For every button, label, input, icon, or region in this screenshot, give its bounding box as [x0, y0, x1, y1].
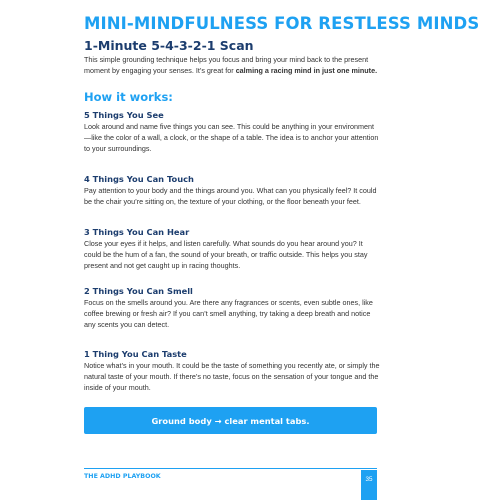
section-heading-touch: 4 Things You Can Touch [84, 174, 194, 184]
intro-emphasis: calming a racing mind in just one minute. [235, 66, 378, 75]
section-text-touch: Pay attention to your body and the things around you. What can you physically feel? It could be the chair you’re sitting on, the texture of your clothing, or the floor beneath your feet. [84, 186, 377, 207]
section-heading-smell: 2 Things You Can Smell [84, 286, 193, 296]
intro-text: This simple grounding technique helps you focus and bring your mind back to the present moment by engaging your senses. It’s great for [84, 55, 369, 75]
section-heading-see: 5 Things You See [84, 110, 164, 120]
section-heading-hear: 3 Things You Can Hear [84, 227, 190, 237]
section-text-hear: Close your eyes if it helps, and listen carefully. What sounds do you hear around you? It could be the hum of a fan, the sound of your breath, or traffic outside. This helps you stay present and not get caught up in racing thoughts. [84, 239, 368, 271]
page-number: 35 [361, 470, 377, 500]
section-text-smell: Focus on the smells around you. Are there any fragrances or scents, even subtle ones, like coffee brewing or fresh air? If you can’t smell anything, try taking a deep breath and notice any scents you can detect. [84, 298, 373, 330]
how-it-works-heading: How it works: [84, 90, 173, 104]
page-subtitle: 1-Minute 5-4-3-2-1 Scan [84, 38, 254, 53]
footer-book-title: THE ADHD PLAYBOOK [84, 473, 161, 480]
callout-banner [84, 407, 377, 434]
section-text-taste: Notice what’s in your mouth. It could be the taste of something you recently ate, or simply the natural taste of your mouth. If there’s no taste, focus on the sensation of your tongue and the inside of your mouth. [84, 361, 380, 393]
section-text-see: Look around and name five things you can see. This could be anything in your environment—like the color of a wall, a clock, or the shape of a table. The idea is to anchor your attention to your surroundings. [84, 122, 379, 154]
callout-text: Ground body → clear mental tabs. [151, 415, 310, 426]
footer-divider [84, 468, 377, 469]
page-title: MINI-MINDFULNESS FOR RESTLESS MINDS [84, 14, 480, 33]
intro-paragraph [84, 54, 384, 76]
section-heading-taste: 1 Thing You Can Taste [84, 349, 187, 359]
